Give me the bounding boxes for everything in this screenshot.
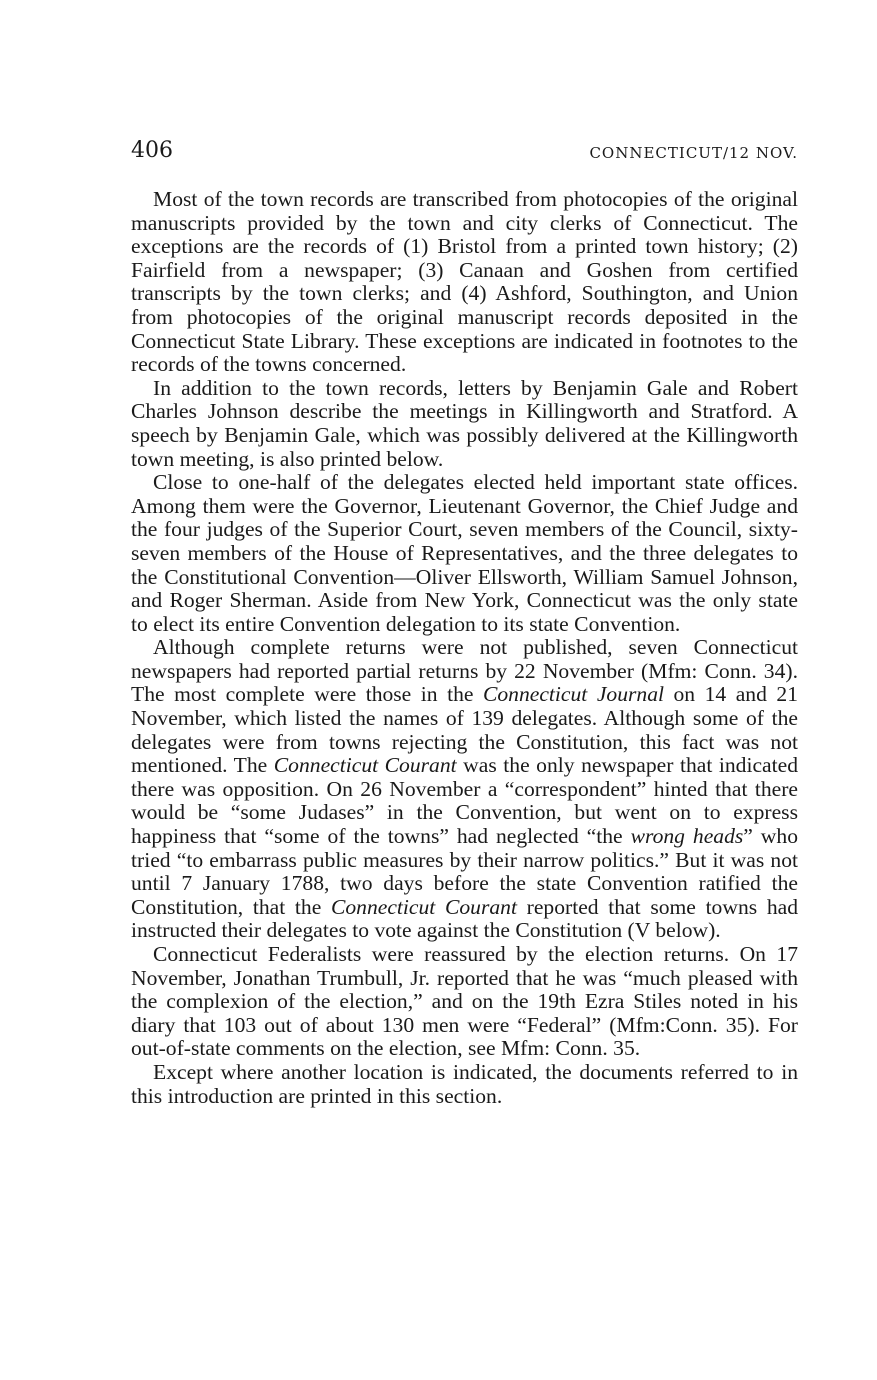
- text-run: Although complete returns were not published, seven Connecticut newspapers had reported partial returns by 22 November (Mfm: Conn. 34). The most complete were those in the: [131, 635, 798, 707]
- text-run: Most of the town records are transcribed from photocopies of the original manuscripts provided by the town and city clerks of Connecticut. The exceptions are the records of (1) Bristol from a printed town history; (2) Fairfield from a newspaper; (3) Canaan and Goshen from certified transcripts by the town clerks; and (4) Ashford, Southington, and Union from photocopies of the original manuscript records deposited in the Connecticut State Library. These exceptions are indicated in footnotes to the records of the towns concerned.: [131, 187, 798, 377]
- text-run: on 14 and 21 November, which listed the names of 139 delegates. Although some of the delegates were from towns rejecting the Constitution, this fact was not mentioned. The: [131, 682, 798, 778]
- running-head: [131, 130, 798, 170]
- paragraph: [131, 943, 798, 1061]
- text-run: Except where another location is indicated, the documents referred to in this introduction are printed in this section.: [131, 1059, 798, 1108]
- body-text: [131, 188, 798, 1108]
- text-run: was the only newspaper that indicated there was opposition. On 26 November a “correspondent” hinted that there would be “some Judases” in the Convention, but went on to express happiness that “some of the towns” had neglected “the: [131, 753, 798, 849]
- italic-title: wrong heads: [630, 824, 744, 849]
- italic-title: Connecticut Courant: [330, 894, 517, 919]
- paragraph: [131, 636, 798, 943]
- paragraph: [131, 188, 798, 377]
- italic-title: Connecticut Courant: [273, 753, 457, 778]
- italic-title: Connecticut Journal: [482, 682, 664, 707]
- paragraph: [131, 1061, 798, 1108]
- paragraph: [131, 471, 798, 636]
- text-run: reported that some towns had instructed their delegates to vote against the Constitution (V below).: [131, 894, 799, 943]
- paragraph: [131, 377, 798, 471]
- text-run: In addition to the town records, letters by Benjamin Gale and Robert Charles Johnson describe the meetings in Killingworth and Stratford. A speech by Benjamin Gale, which was possibly delivered at the Killingworth town meeting, is also printed below.: [131, 375, 798, 471]
- text-run: Close to one-half of the delegates elected held important state offices. Among them were the Governor, Lieutenant Governor, the Chief Judge and the four judges of the Superior Court, seven members of the Council, sixty-seven members of the House of Representatives, and the three delegates to the Constitutional Convention—Oliver Ellsworth, William Samuel Johnson, and Roger Sherman. Aside from New York, Connecticut was the only state to elect its entire Convention delegation to its state Convention.: [131, 470, 798, 636]
- page-number: 406: [131, 138, 173, 163]
- text-run: Connecticut Federalists were reassured by the election returns. On 17 November, Jonathan Trumbull, Jr. reported that he was “much pleased with the complexion of the election,” and on the 19th Ezra Stiles noted in his diary that 103 out of about 130 men were “Federal” (Mfm:Conn. 35). For out-of-state comments on the election, see Mfm: Conn. 35.: [131, 942, 798, 1061]
- text-run: ” who tried “to embarrass public measures by their narrow politics.” But it was not until 7 January 1788, two days before the state Convention ratified the Constitution, that the: [131, 824, 798, 919]
- running-head-title: CONNECTICUT/12 NOV.: [589, 144, 798, 162]
- book-page: [131, 130, 798, 1108]
